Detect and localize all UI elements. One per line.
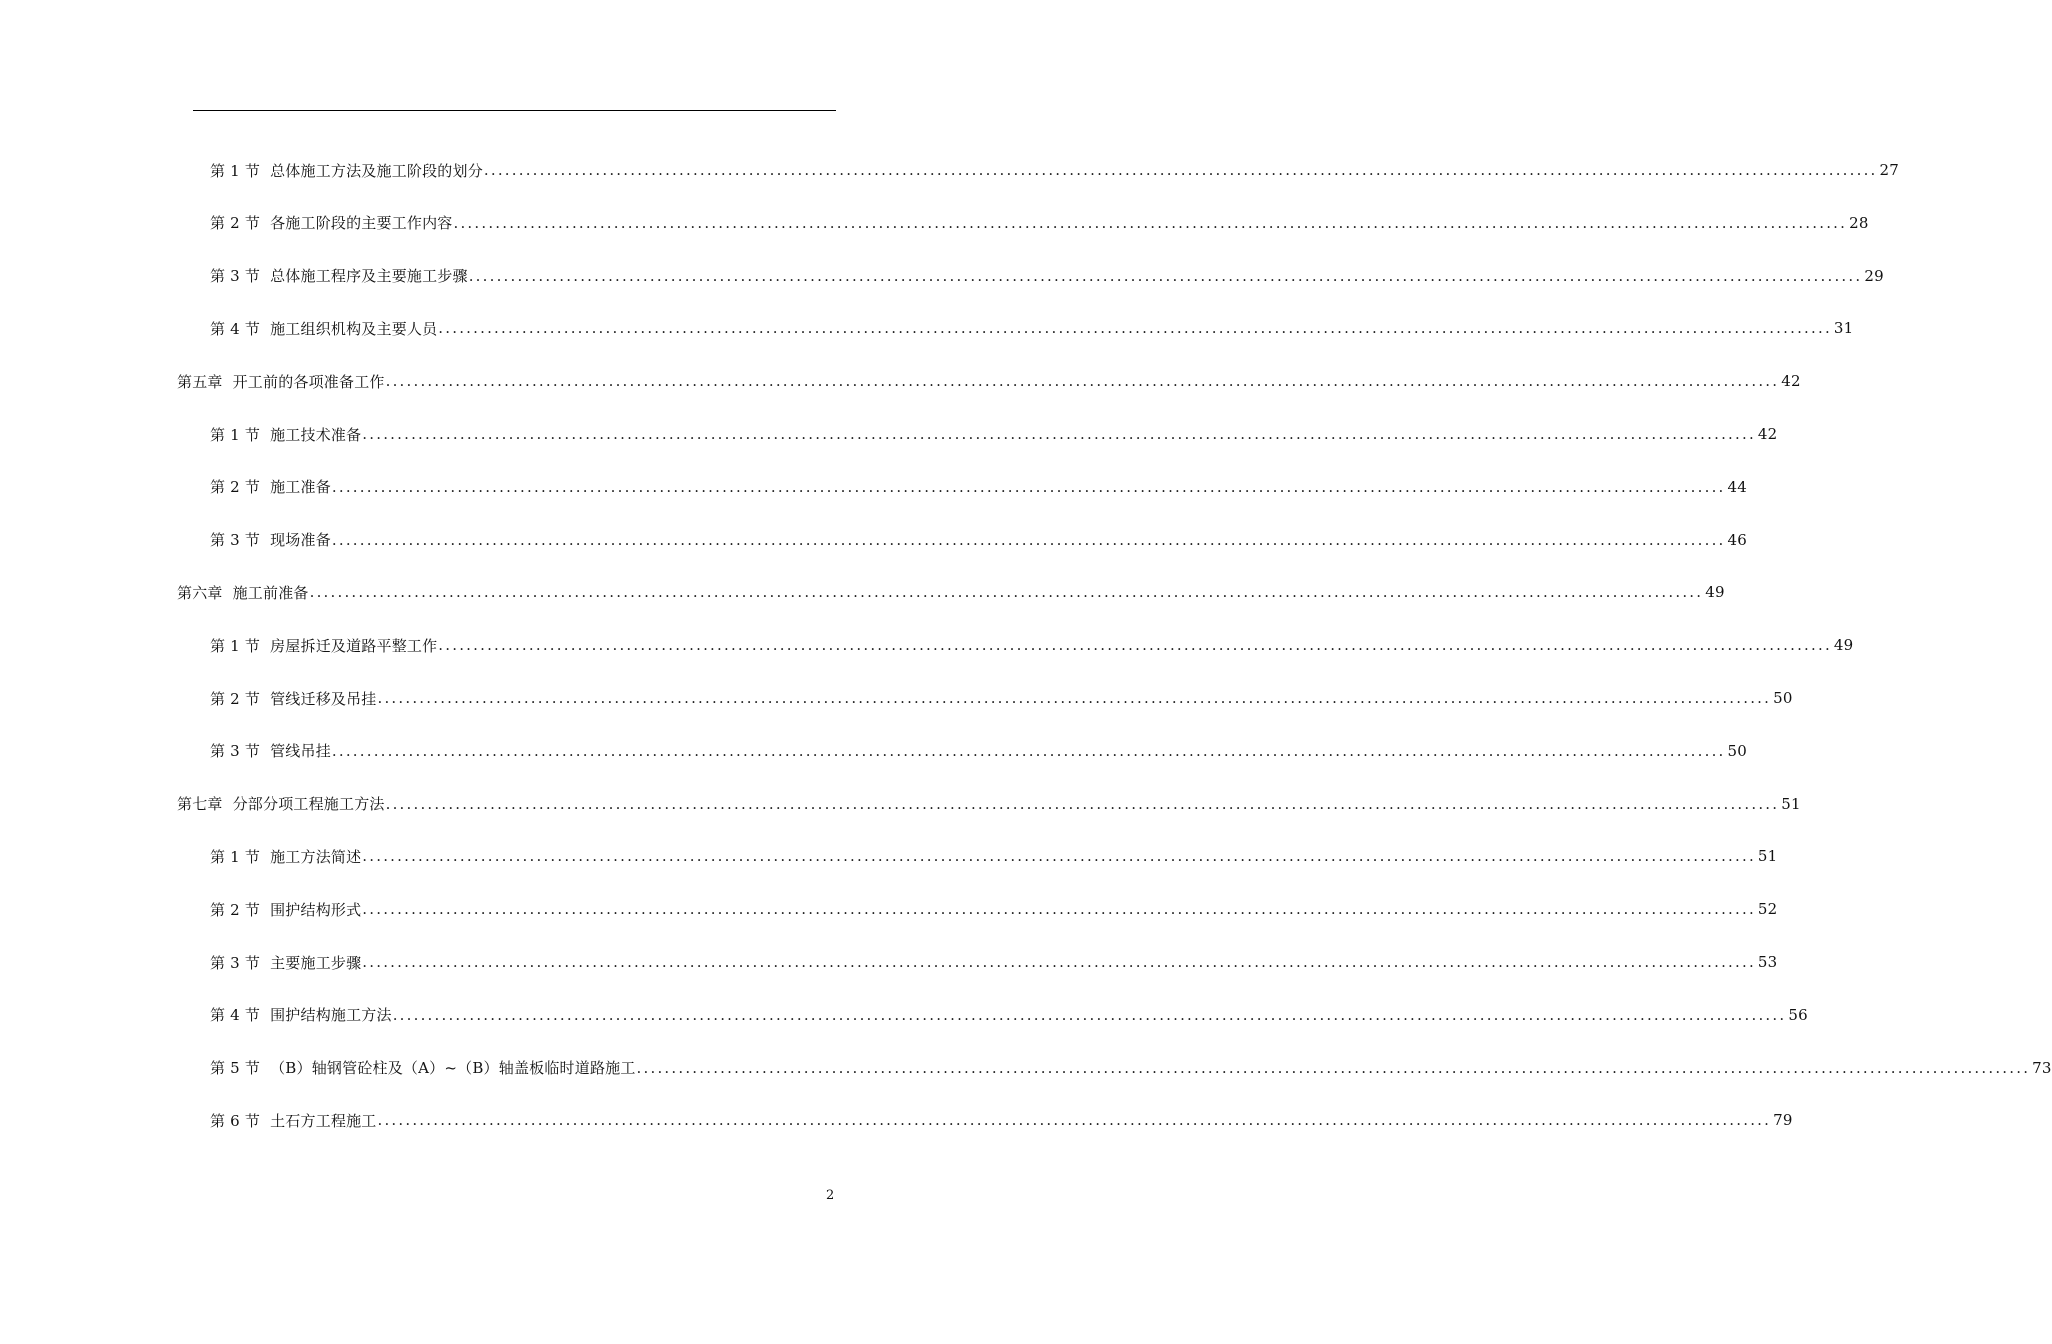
toc-dot-leader: ........................................................................................................................................................................................................ bbox=[331, 530, 1726, 549]
toc-entry-text: 房屋拆迁及道路平整工作 bbox=[270, 636, 438, 655]
toc-entry-title bbox=[210, 424, 361, 445]
toc-entry-number: 第 4 节 bbox=[210, 319, 261, 338]
toc-entry-title bbox=[210, 899, 361, 920]
toc-entry-title bbox=[210, 476, 331, 497]
toc-entry-page: 46 bbox=[1727, 530, 1748, 549]
toc-entry-page: 27 bbox=[1879, 161, 1900, 179]
toc-entry-number: 第 3 节 bbox=[210, 742, 261, 761]
toc-section-entry[interactable] bbox=[210, 465, 1748, 509]
toc-dot-leader: ........................................................................................................................................................................................................ bbox=[362, 953, 1756, 971]
toc-entry-page: 50 bbox=[1727, 741, 1748, 760]
toc-entry-page: 73 bbox=[2032, 1058, 2052, 1077]
toc-entry-title bbox=[210, 318, 437, 339]
toc-entry-title bbox=[210, 1004, 392, 1025]
toc-section-entry[interactable] bbox=[210, 412, 1778, 456]
header-rule bbox=[193, 110, 836, 111]
toc-entry-page: 42 bbox=[1757, 425, 1778, 443]
toc-dot-leader: ........................................................................................................................................................................................................ bbox=[385, 372, 1780, 391]
toc-dot-leader: ........................................................................................................................................................................................................ bbox=[385, 794, 1780, 813]
toc-entry-number: 第 1 节 bbox=[210, 847, 261, 866]
toc-section-entry[interactable] bbox=[210, 676, 1793, 720]
toc-entry-page: 49 bbox=[1705, 583, 1725, 602]
toc-entry-number: 第 6 节 bbox=[210, 1111, 261, 1130]
toc-entry-text: 各施工阶段的主要工作内容 bbox=[270, 214, 453, 233]
toc-section-entry[interactable] bbox=[210, 623, 1854, 667]
toc-entry-page: 51 bbox=[1781, 794, 1801, 813]
toc-entry-page: 51 bbox=[1757, 847, 1778, 866]
toc-chapter-entry[interactable] bbox=[177, 359, 1801, 403]
toc-entry-number: 第 4 节 bbox=[210, 1006, 261, 1025]
toc-entry-page: 49 bbox=[1833, 636, 1854, 655]
toc-section-entry[interactable] bbox=[210, 254, 1884, 298]
toc-entry-page: 28 bbox=[1849, 213, 1869, 232]
toc-section-entry[interactable] bbox=[210, 1046, 2052, 1090]
toc-section-entry[interactable] bbox=[210, 834, 1778, 878]
toc-dot-leader: ........................................................................................................................................................................................................ bbox=[362, 425, 1756, 443]
toc-chapter-entry[interactable] bbox=[177, 570, 1725, 614]
toc-entry-page: 79 bbox=[1773, 1111, 1793, 1130]
toc-dot-leader: ........................................................................................................................................................................................................ bbox=[331, 741, 1726, 760]
toc-entry-text: 管线迁移及吊挂 bbox=[270, 689, 377, 708]
toc-entry-text: 总体施工方法及施工阶段的划分 bbox=[270, 161, 483, 180]
toc-dot-leader: ........................................................................................................................................................................................................ bbox=[438, 319, 1832, 338]
toc-entry-title bbox=[177, 582, 309, 603]
toc-chapter-entry[interactable] bbox=[177, 782, 1801, 826]
toc-entry-page: 44 bbox=[1727, 477, 1748, 496]
toc-entry-number: 第六章 bbox=[177, 583, 223, 602]
toc-entry-page: 42 bbox=[1781, 372, 1801, 391]
toc-entry-text: 施工前准备 bbox=[232, 583, 309, 602]
toc-dot-leader: ........................................................................................................................................................................................................ bbox=[309, 583, 1704, 602]
toc-section-entry[interactable] bbox=[210, 1098, 1793, 1142]
page-number: 2 bbox=[826, 1188, 835, 1203]
toc-entry-number: 第五章 bbox=[177, 372, 223, 391]
toc-entry-text: 施工准备 bbox=[270, 478, 331, 497]
toc-entry-number: 第 2 节 bbox=[210, 478, 261, 497]
toc-entry-number: 第 1 节 bbox=[210, 161, 261, 180]
toc-entry-title bbox=[210, 1110, 377, 1131]
toc-entry-page: 29 bbox=[1864, 266, 1884, 285]
toc-entry-text: 土石方工程施工 bbox=[270, 1111, 377, 1130]
toc-section-entry[interactable] bbox=[210, 201, 1869, 245]
toc-dot-leader: ........................................................................................................................................................................................................ bbox=[377, 689, 1772, 707]
toc-entry-text: 开工前的各项准备工作 bbox=[232, 372, 385, 391]
toc-entry-title bbox=[177, 793, 385, 814]
toc-entry-title bbox=[210, 160, 483, 181]
toc-entry-number: 第 2 节 bbox=[210, 900, 261, 919]
toc-entry-number: 第 2 节 bbox=[210, 689, 261, 708]
toc-entry-text: 主要施工步骤 bbox=[270, 953, 362, 972]
toc-dot-leader: ........................................................................................................................................................................................................ bbox=[438, 636, 1832, 655]
toc-entry-title bbox=[210, 635, 437, 656]
toc-section-entry[interactable] bbox=[210, 887, 1778, 931]
toc-entry-text: 围护结构形式 bbox=[270, 900, 362, 919]
toc-entry-title bbox=[210, 688, 377, 709]
toc-section-entry[interactable] bbox=[210, 518, 1748, 562]
toc-dot-leader: ........................................................................................................................................................................................................ bbox=[483, 161, 1878, 179]
toc-entry-text: 施工方法简述 bbox=[270, 847, 362, 866]
toc-entry-number: 第 2 节 bbox=[210, 214, 261, 233]
toc-section-entry[interactable] bbox=[210, 729, 1748, 773]
toc-entry-number: 第 1 节 bbox=[210, 425, 261, 444]
toc-entry-title bbox=[210, 212, 453, 233]
toc-section-entry[interactable] bbox=[210, 993, 1808, 1037]
toc-entry-text: 管线吊挂 bbox=[270, 742, 331, 761]
toc-entry-page: 53 bbox=[1757, 953, 1778, 971]
toc-dot-leader: ........................................................................................................................................................................................................ bbox=[377, 1111, 1772, 1130]
toc-entry-text: 围护结构施工方法 bbox=[270, 1006, 392, 1025]
toc-entry-page: 31 bbox=[1833, 319, 1854, 338]
toc-entry-text: 施工组织机构及主要人员 bbox=[270, 319, 438, 338]
toc-entry-page: 52 bbox=[1757, 900, 1778, 919]
toc-section-entry[interactable] bbox=[210, 306, 1854, 350]
toc-dot-leader: ........................................................................................................................................................................................................ bbox=[392, 1005, 1787, 1024]
toc-entry-number: 第 3 节 bbox=[210, 953, 261, 972]
toc-entry-text: 总体施工程序及主要施工步骤 bbox=[270, 267, 468, 286]
toc-section-entry[interactable] bbox=[210, 940, 1778, 984]
toc-dot-leader: ........................................................................................................................................................................................................ bbox=[468, 266, 1863, 285]
toc-dot-leader: ........................................................................................................................................................................................................ bbox=[636, 1058, 2031, 1077]
toc-entry-number: 第 3 节 bbox=[210, 531, 261, 550]
toc-dot-leader: ........................................................................................................................................................................................................ bbox=[453, 213, 1848, 232]
toc-entry-title bbox=[210, 1057, 636, 1078]
toc-entry-title bbox=[177, 371, 385, 392]
toc-entry-title bbox=[210, 529, 331, 550]
toc-entry-title bbox=[210, 952, 361, 973]
toc-entry-text: 分部分项工程施工方法 bbox=[232, 795, 385, 814]
toc-entry-text: 现场准备 bbox=[270, 531, 331, 550]
toc-entry-title bbox=[210, 740, 331, 761]
toc-entry-text: 施工技术准备 bbox=[270, 425, 362, 444]
toc-dot-leader: ........................................................................................................................................................................................................ bbox=[362, 847, 1756, 866]
toc-section-entry[interactable] bbox=[210, 148, 1900, 192]
toc-entry-number: 第 3 节 bbox=[210, 267, 261, 286]
toc-entry-text: （B）轴钢管砼柱及（A）~（B）轴盖板临时道路施工 bbox=[270, 1059, 636, 1078]
toc-dot-leader: ........................................................................................................................................................................................................ bbox=[331, 477, 1726, 496]
toc-dot-leader: ........................................................................................................................................................................................................ bbox=[362, 900, 1756, 919]
toc-entry-page: 56 bbox=[1788, 1005, 1808, 1024]
toc-entry-number: 第 5 节 bbox=[210, 1059, 261, 1078]
toc-entry-title bbox=[210, 265, 468, 286]
toc-entry-title bbox=[210, 846, 361, 867]
toc-entry-number: 第七章 bbox=[177, 795, 223, 814]
toc-entry-number: 第 1 节 bbox=[210, 636, 261, 655]
toc-entry-page: 50 bbox=[1773, 689, 1793, 707]
